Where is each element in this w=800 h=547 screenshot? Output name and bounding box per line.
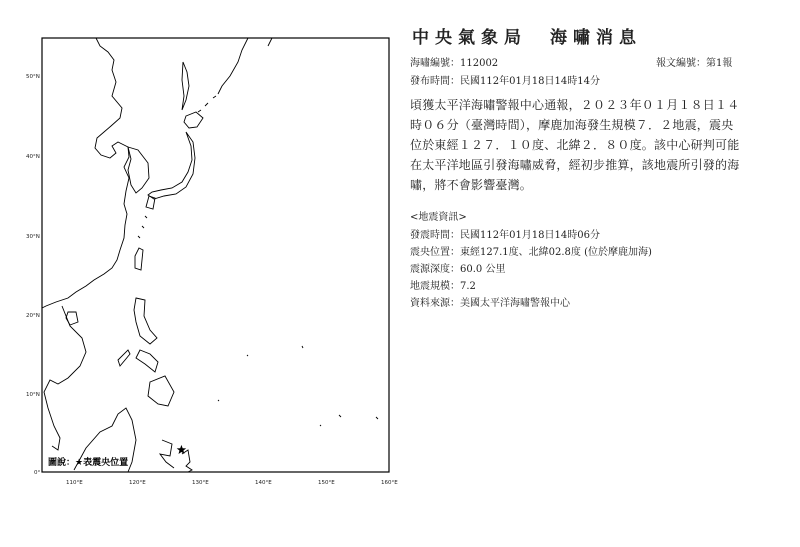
quake-location: 震央位置：東經127.1度、北緯02.8度 (位於摩鹿加海): [410, 247, 652, 258]
tsunami-number: 海嘯編號：112002: [410, 58, 499, 69]
lat-label: 40°N: [26, 154, 40, 160]
lon-axis: [66, 480, 398, 486]
lat-label: 10°N: [26, 392, 40, 398]
lon-label: 140°E: [255, 480, 272, 486]
bulletin-title: 中央氣象局 海嘯消息: [412, 28, 642, 48]
lon-label: 160°E: [381, 480, 398, 486]
quake-info-heading: <地震資訊>: [410, 212, 467, 223]
lat-label: 20°N: [26, 313, 40, 319]
map-legend: 圖說：★表震央位置: [48, 458, 129, 468]
map-frame: [42, 38, 389, 472]
lon-label: 110°E: [66, 480, 83, 486]
lon-label: 130°E: [192, 480, 209, 486]
bulletin-body: 頃獲太平洋海嘯警報中心通報，２０２３年０１月１８日１４時０６分（臺灣時間），摩鹿加海發生規模７．２地震，震央位於東經１２７．１０度、北緯２．８０度。該中心研判可能在太平洋地區引發海嘯威脅，經初步推算，該地震所引發的海嘯，將不會影響臺灣。: [410, 98, 740, 192]
quake-source: 資料來源：美國太平洋海嘯警報中心: [410, 298, 570, 309]
lat-axis: [26, 74, 40, 476]
lon-label: 120°E: [129, 480, 146, 486]
lat-label: 0°: [34, 470, 41, 476]
report-number: 報文編號：第1報: [656, 58, 733, 69]
quake-depth: 震源深度：60.0 公里: [410, 264, 506, 275]
lat-label: 30°N: [26, 234, 40, 240]
lon-label: 150°E: [318, 480, 335, 486]
lat-label: 50°N: [26, 74, 40, 80]
issued-time: 發布時間：民國112年01月18日14時14分: [410, 76, 600, 87]
quake-time: 發震時間：民國112年01月18日14時06分: [410, 230, 600, 241]
quake-magnitude: 地震規模：7.2: [410, 281, 476, 292]
